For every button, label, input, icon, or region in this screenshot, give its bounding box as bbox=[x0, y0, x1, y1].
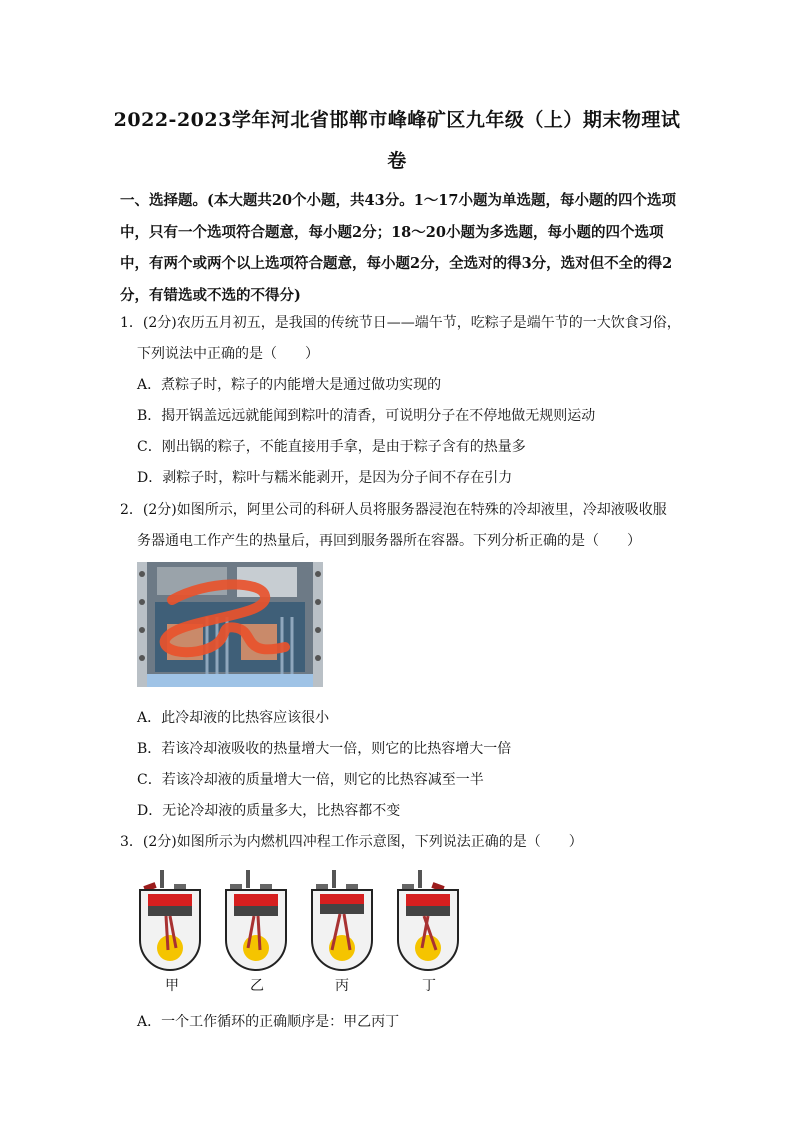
q1-option-a: A．煮粽子时，粽子的内能增大是通过做功实现的 bbox=[137, 377, 442, 393]
engine-label-ding: 丁 bbox=[422, 978, 436, 994]
q3-option-a: A．一个工作循环的正确顺序是：甲乙丙丁 bbox=[137, 1014, 400, 1030]
q2-option-b: B．若该冷却液吸收的热量增大一倍，则它的比热容增大一倍 bbox=[137, 741, 512, 757]
engine-stroke-3 bbox=[312, 870, 372, 970]
four-stroke-engine-diagram bbox=[130, 860, 490, 1000]
q1-stem-line1: 1．(2分)农历五月初五，是我国的传统节日——端午节，吃粽子是端午节的一大饮食习俗， bbox=[120, 315, 681, 331]
q1-option-c: C．刚出锅的粽子，不能直接用手拿，是由于粽子含有的热量多 bbox=[137, 439, 526, 455]
exam-title-line2: 卷 bbox=[387, 150, 407, 172]
q3-stem-line1: 3．(2分)如图所示为内燃机四冲程工作示意图，下列说法正确的是（ ） bbox=[120, 834, 583, 850]
engine-label-jia: 甲 bbox=[165, 978, 179, 994]
q2-option-c: C．若该冷却液的质量增大一倍，则它的比热容减至一半 bbox=[137, 772, 484, 788]
engine-label-bing: 丙 bbox=[335, 978, 349, 994]
q2-stem-line1: 2．(2分)如图所示，阿里公司的科研人员将服务器浸泡在特殊的冷却液里，冷却液吸收服 bbox=[120, 502, 667, 518]
q2-option-a: A．此冷却液的比热容应该很小 bbox=[137, 710, 330, 726]
engine-stroke-1 bbox=[140, 870, 200, 970]
exam-title-line1: 2022-2023学年河北省邯郸市峰峰矿区九年级（上）期末物理试 bbox=[113, 109, 681, 131]
engine-label-yi: 乙 bbox=[250, 978, 264, 994]
server-coolant-photo bbox=[137, 562, 323, 687]
q2-option-d: D．无论冷却液的质量多大，比热容都不变 bbox=[137, 803, 401, 819]
engine-stroke-4 bbox=[398, 870, 458, 970]
q2-stem-line2: 务器通电工作产生的热量后，再回到服务器所在容器。下列分析正确的是（ ） bbox=[137, 533, 641, 549]
q1-stem-line2: 下列说法中正确的是（ ） bbox=[137, 346, 319, 362]
q1-option-d: D．剥粽子时，粽叶与糯米能剥开，是因为分子间不存在引力 bbox=[137, 470, 513, 486]
section-heading: 一、选择题。(本大题共20个小题，共43分。1～17小题为单选题，每小题的四个选项中，只有一个选项符合题意，每小题2分；18～20小题为多选题，每小题的四个选项中，有两个或两个以上选项符合题意，每小题2分，全选对的得3分，选对但不全的得2分，有错选或不选的不得分) bbox=[120, 192, 676, 304]
q1-option-b: B．揭开锅盖远远就能闻到粽叶的清香，可说明分子在不停地做无规则运动 bbox=[137, 408, 596, 424]
engine-stroke-2 bbox=[226, 870, 286, 970]
